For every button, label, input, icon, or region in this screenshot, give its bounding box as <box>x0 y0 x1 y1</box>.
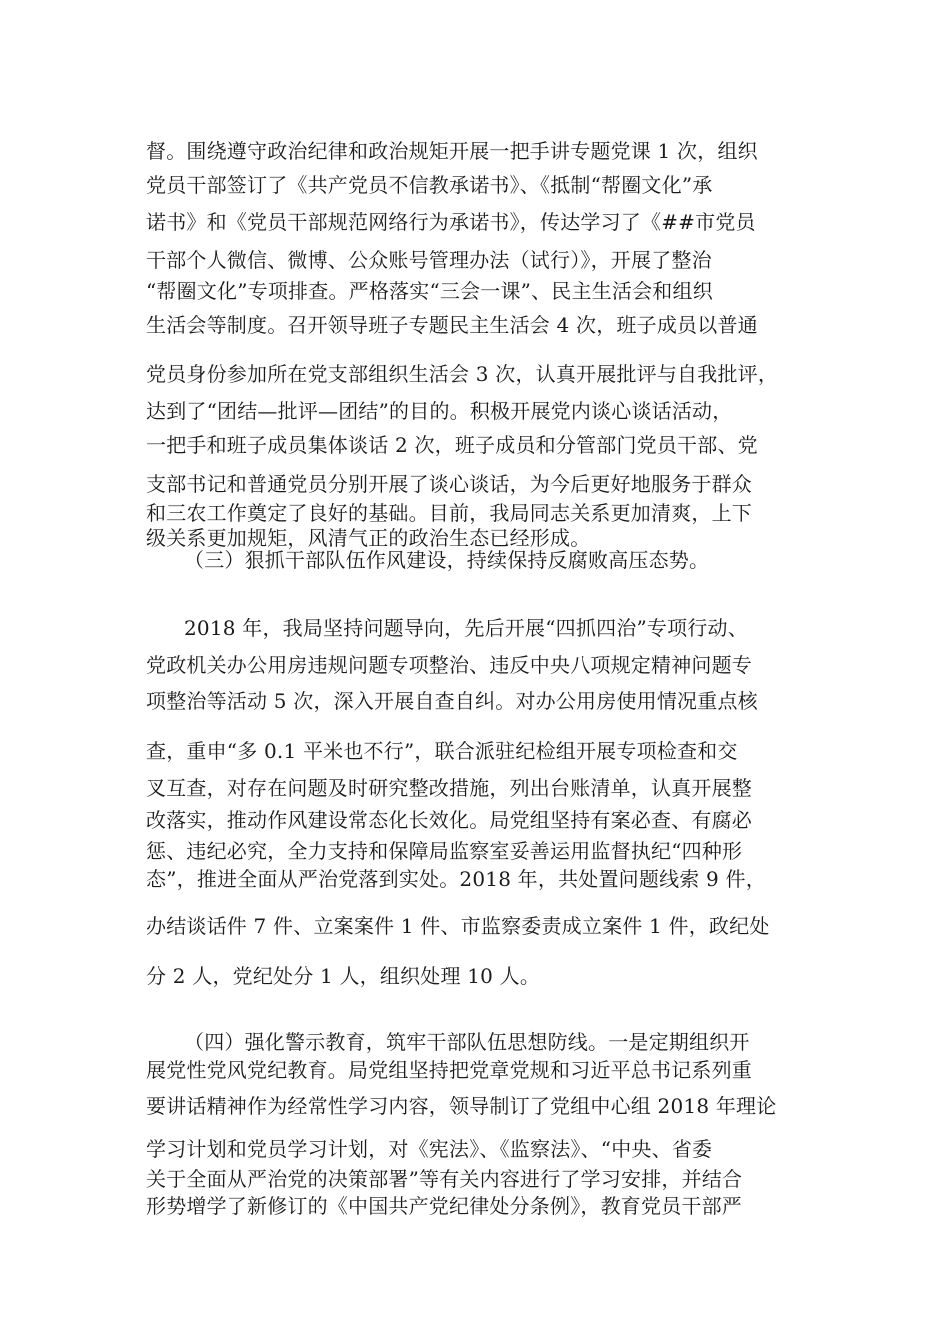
paragraph-line: 改落实，推动作风建设常态化长效化。局党组坚持有案必查、有腐必 <box>146 808 752 832</box>
paragraph-line: 学习计划和党员学习计划，对《宪法》、《监察法》、“中央、省委 <box>146 1137 713 1161</box>
paragraph-line: 干部个人微信、微博、公众账号管理办法（试行）》，开展了整治 <box>146 248 712 272</box>
paragraph-line: 项整治等活动 5 次，深入开展自查自纠。对办公用房使用情况重点核 <box>146 689 758 713</box>
paragraph-line: 诺书》和《党员干部规范网络行为承诺书》，传达学习了《##市党员 <box>146 210 756 234</box>
paragraph-line: 达到了“团结—批评—团结”的目的。积极开展党内谈心谈话活动， <box>146 399 733 423</box>
paragraph-line: 要讲话精神作为经常性学习内容，领导制订了党组中心组 2018 年理论 <box>146 1094 777 1118</box>
paragraph-line: 支部书记和普通党员分别开展了谈心谈话，为今后更好地服务于群众 <box>146 472 752 496</box>
paragraph-line: 查，重申“多 0.1 平米也不行”，联合派驻纪检组开展专项检查和交 <box>146 739 738 763</box>
paragraph-line: 展党性党风党纪教育。局党组坚持把党章党规和习近平总书记系列重 <box>146 1058 752 1082</box>
paragraph-line: 生活会等制度。召开领导班子专题民主生活会 4 次，班子成员以普通 <box>146 313 758 337</box>
paragraph-line: 态”，推进全面从严治党落到实处。2018 年，共处置问题线索 9 件， <box>146 867 766 891</box>
paragraph-line: 2018 年，我局坚持问题导向，先后开展“四抓四治”专项行动、 <box>184 616 748 640</box>
paragraph-line: 办结谈话件 7 件、立案案件 1 件、市监察委责成立案件 1 件，政纪处 <box>146 914 770 938</box>
section-heading: （三）狠抓干部队伍作风建设，持续保持反腐败高压态势。 <box>184 548 710 572</box>
paragraph-line: 一把手和班子成员集体谈话 2 次，班子成员和分管部门党员干部、党 <box>146 433 758 457</box>
paragraph-line: 级关系更加规矩，风清气正的政治生态已经形成。 <box>146 526 591 550</box>
paragraph-line: 党员身份参加所在党支部组织生活会 3 次，认真开展批评与自我批评， <box>146 362 779 386</box>
paragraph-line: “帮圈文化”专项排查。严格落实“三会一课”、民主生活会和组织 <box>146 279 713 303</box>
paragraph-line: 分 2 人，党纪处分 1 人，组织处理 10 人。 <box>146 964 541 988</box>
paragraph-line: 形势增学了新修订的《中国共产党纪律处分条例》，教育党员干部严 <box>146 1194 742 1218</box>
paragraph-line: 党政机关办公用房违规问题专项整治、违反中央八项规定精神问题专 <box>146 653 752 677</box>
paragraph-line: 督。围绕遵守政治纪律和政治规矩开展一把手讲专题党课 1 次，组织 <box>146 139 758 163</box>
paragraph-line: 叉互查，对存在问题及时研究整改措施，列出台账清单，认真开展整 <box>146 776 752 800</box>
paragraph-line: 关于全面从严治党的决策部署”等有关内容进行了学习安排，并结合 <box>146 1167 743 1191</box>
paragraph-line: 惩、违纪必究，全力支持和保障局监察室妥善运用监督执纪“四种形 <box>146 839 743 863</box>
section-heading: （四）强化警示教育，筑牢干部队伍思想防线。一是定期组织开 <box>184 1030 750 1054</box>
paragraph-line: 党员干部签订了《共产党员不信教承诺书》、《抵制“帮圈文化”承 <box>146 173 713 197</box>
paragraph-line: 和三农工作奠定了良好的基础。目前，我局同志关系更加清爽，上下 <box>146 501 752 525</box>
